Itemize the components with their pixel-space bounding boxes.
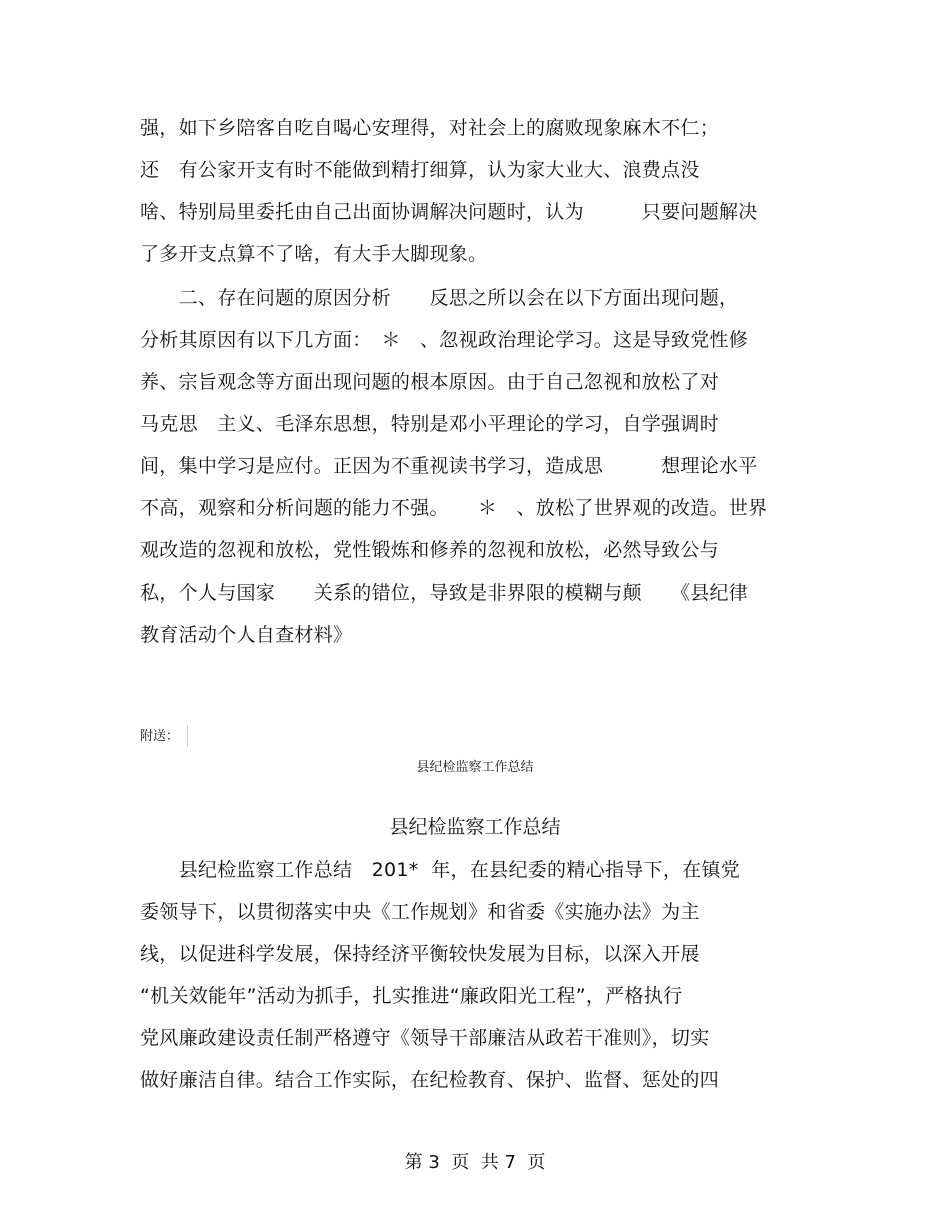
attachment-divider [187, 725, 188, 747]
section-title: 县纪检监察工作总结 [389, 816, 561, 838]
page-number-footer: 第 3 页 共 7 页 [404, 1152, 546, 1173]
attachment-label: 附送： [140, 729, 180, 744]
summary-line-4: “机关效能年”活动为抓手，扎实推进“廉政阳光工程”，严格执行 [140, 985, 683, 1007]
section-subheading: 县纪检监察工作总结 [416, 760, 534, 775]
summary-line-1: 县纪检监察工作总结 201* 年，在县纪委的精心指导下，在镇党 [140, 859, 741, 881]
body-line-1: 强，如下乡陪客自吃自喝心安理得，对社会上的腐败现象麻木不仁； [140, 117, 720, 139]
body-line-6: 分析其原因有以下几方面： ＊ 、忽视政治理论学习。这是导致党性修 [140, 329, 749, 351]
summary-line-5: 党风廉政建设责任制严格遵守《领导干部廉洁从政若干准则》，切实 [140, 1027, 710, 1049]
summary-line-2: 委领导下，以贯彻落实中央《工作规划》和省委《实施办法》为主 [140, 901, 700, 923]
summary-line-3: 线，以促进科学发展，保持经济平衡较快发展为目标，以深入开展 [140, 943, 700, 965]
summary-line-6: 做好廉洁自律。结合工作实际，在纪检教育、保护、监督、惩处的四 [140, 1069, 720, 1091]
body-line-4: 了多开支点算不了啥，有大手大脚现象。 [140, 243, 488, 265]
body-line-11: 观改造的忽视和放松，党性锻炼和修养的忽视和放松，必然导致公与 [140, 539, 720, 561]
body-line-8: 马克思 主义、毛泽东思想，特别是邓小平理论的学习，自学强调时 [140, 413, 720, 435]
body-line-3: 啥、特别局里委托由自己出面协调解决问题时，认为 只要问题解决 [140, 201, 758, 223]
body-line-12: 私，个人与国家 关系的错位，导致是非界限的模糊与颠 《县纪律 [140, 582, 749, 604]
body-line-9: 间，集中学习是应付。正因为不重视读书学习，造成思 想理论水平 [140, 455, 758, 477]
body-line-10: 不高，观察和分析问题的能力不强。 ＊ 、放松了世界观的改造。世界 [140, 497, 768, 519]
body-line-5: 二、存在问题的原因分析 反思之所以会在以下方面出现问题， [140, 287, 739, 309]
body-line-13: 教育活动个人自查材料》 [140, 624, 353, 646]
body-line-7: 养、宗旨观念等方面出现问题的根本原因。由于自己忽视和放松了对 [140, 371, 720, 393]
body-line-2: 还 有公家开支有时不能做到精打细算，认为家大业大、浪费点没 [140, 159, 700, 181]
